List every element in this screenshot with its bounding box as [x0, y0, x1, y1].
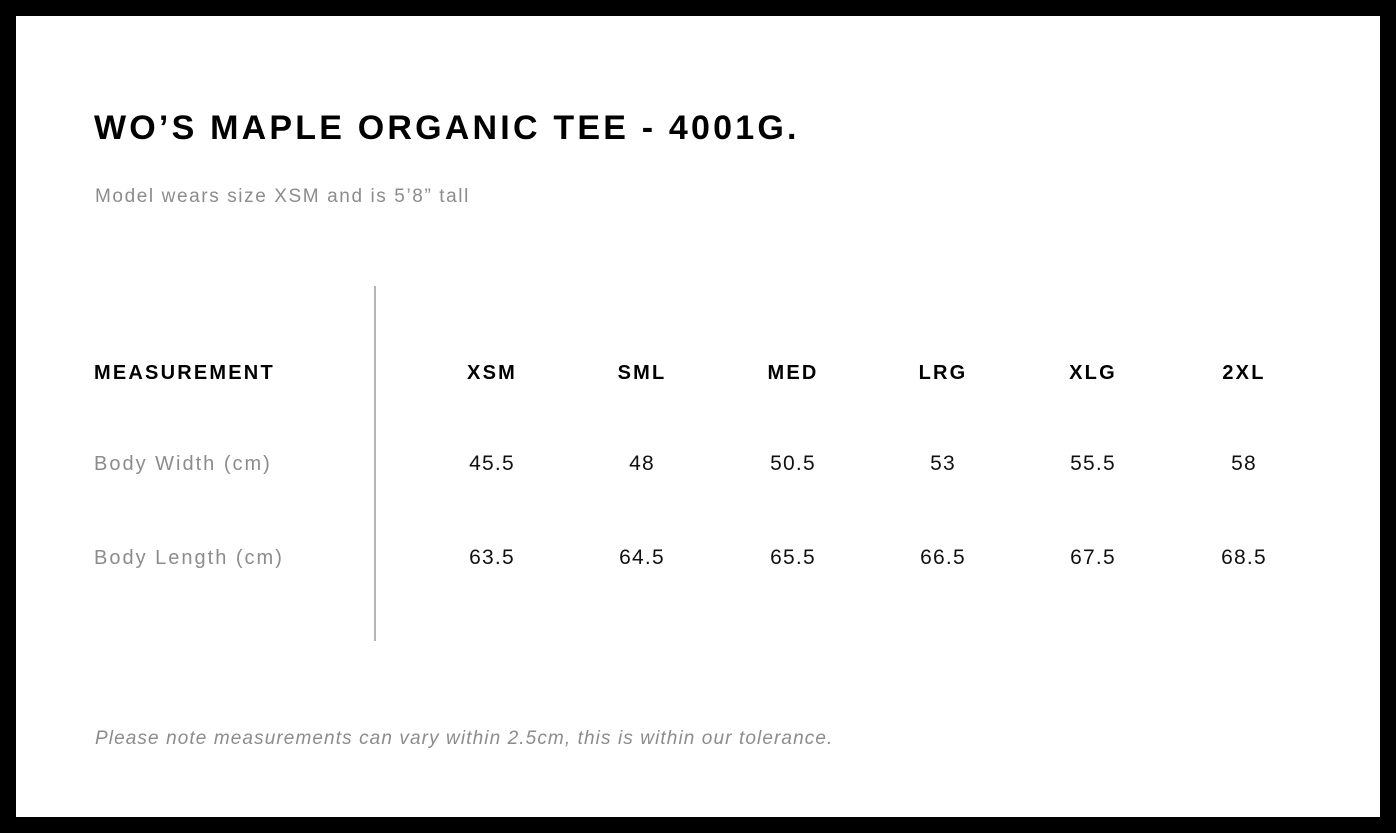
column-header-xsm: XSM [467, 362, 517, 384]
row-label-body-length: Body Length (cm) [94, 547, 284, 569]
column-header-med: MED [767, 362, 819, 384]
column-header-sml: SML [617, 362, 667, 384]
cell-body-length-xlg: 67.5 [1070, 546, 1116, 569]
cell-body-length-lrg: 66.5 [920, 546, 966, 569]
cell-body-width-med: 50.5 [770, 452, 816, 475]
size-chart-table [16, 16, 1380, 817]
cell-body-length-xsm: 63.5 [469, 546, 515, 569]
table-header-row [16, 353, 1380, 393]
cell-body-length-med: 65.5 [770, 546, 816, 569]
cell-body-width-2xl: 58 [1231, 452, 1257, 475]
column-header-lrg: LRG [918, 362, 968, 384]
column-header-measurement: MEASUREMENT [94, 362, 275, 384]
cell-body-width-xsm: 45.5 [469, 452, 515, 475]
cell-body-width-sml: 48 [629, 452, 655, 475]
cell-body-length-2xl: 68.5 [1221, 546, 1267, 569]
table-row [16, 538, 1380, 578]
table-row [16, 444, 1380, 484]
size-chart-sheet [16, 16, 1380, 817]
column-header-xlg: XLG [1069, 362, 1117, 384]
column-header-2xl: 2XL [1222, 362, 1266, 384]
model-info-subtitle: Model wears size XSM and is 5’8” tall [95, 186, 470, 207]
cell-body-length-sml: 64.5 [619, 546, 665, 569]
row-label-body-width: Body Width (cm) [94, 453, 272, 475]
cell-body-width-lrg: 53 [930, 452, 956, 475]
cell-body-width-xlg: 55.5 [1070, 452, 1116, 475]
page-title: WO’S MAPLE ORGANIC TEE - 4001G. [94, 109, 800, 147]
tolerance-note: Please note measurements can vary within 2.5cm, this is within our tolerance. [95, 728, 834, 749]
